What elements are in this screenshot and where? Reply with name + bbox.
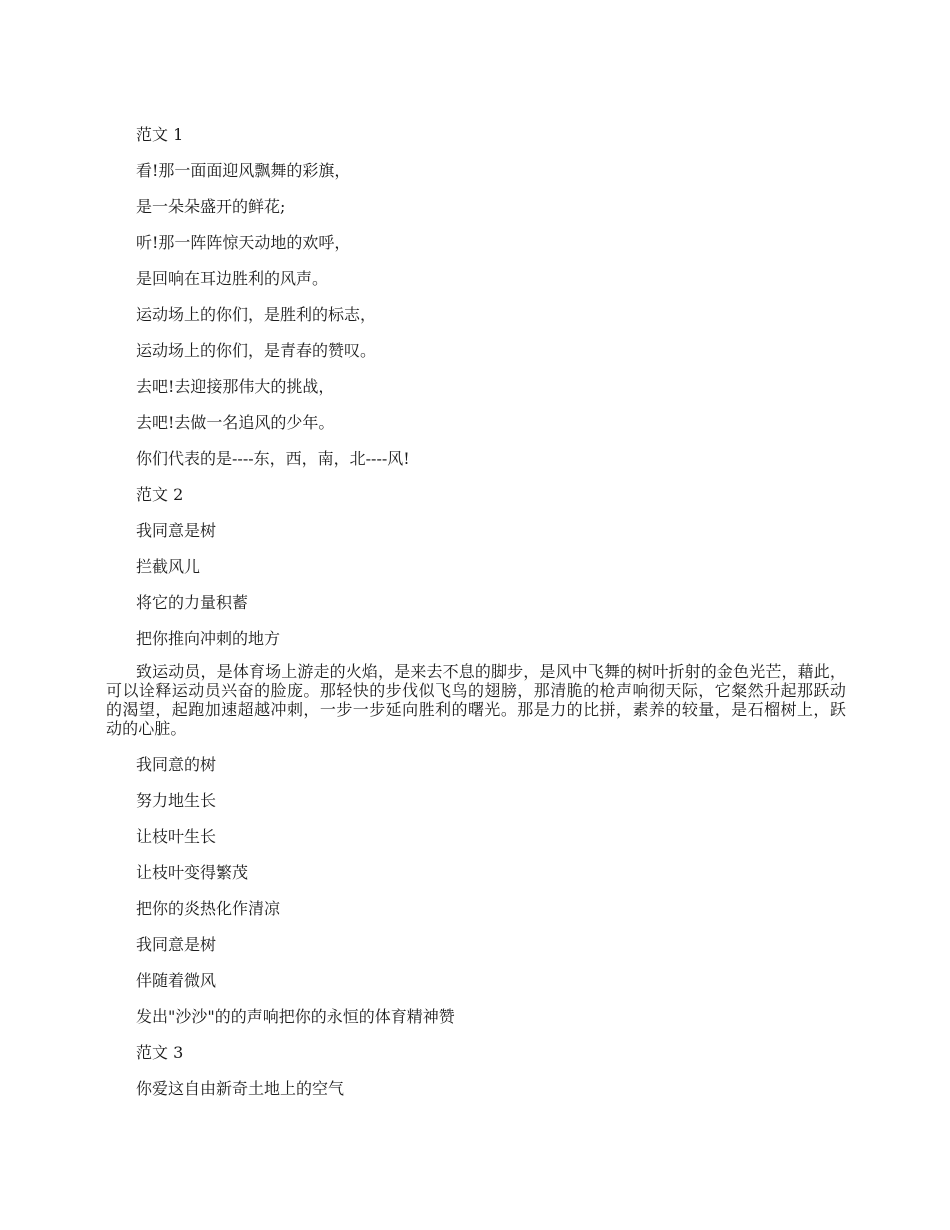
poem-line: 听!那一阵阵惊天动地的欢呼， xyxy=(136,233,351,252)
poem-line: 看!那一面面迎风飘舞的彩旗， xyxy=(136,161,351,180)
poem-line: 你爱这自由新奇土地上的空气 xyxy=(136,1079,345,1098)
poem-line: 让枝叶生长 xyxy=(136,827,217,846)
poem-line: 把你的炎热化作清凉 xyxy=(136,899,281,918)
section-heading: 范文 3 xyxy=(136,1043,184,1062)
poem-line: 我同意是树 xyxy=(136,521,217,540)
poem-line: 把你推向冲刺的地方 xyxy=(136,629,281,648)
poem-line: 去吧!去迎接那伟大的挑战， xyxy=(136,377,335,396)
poem-line: 将它的力量积蓄 xyxy=(136,593,249,612)
section-heading: 范文 1 xyxy=(136,125,184,144)
poem-line: 运动场上的你们，是青春的赞叹。 xyxy=(136,341,377,360)
poem-line: 拦截风儿 xyxy=(136,557,201,576)
document-body xyxy=(106,124,846,1114)
poem-line: 我同意的树 xyxy=(136,755,217,774)
prose-paragraph: 致运动员，是体育场上游走的火焰，是来去不息的脚步，是风中飞舞的树叶折射的金色光芒，藉此，可以诠释运动员兴奋的脸庞。那轻快的步伐似飞鸟的翅膀，那清脆的枪声响彻天际，它粲然升起那跃动的渴望，起跑加速超越冲刺，一步一步延向胜利的曙光。那是力的比拼，素养的较量，是石榴树上，跃动的心脏。 xyxy=(106,662,846,738)
poem-line: 是回响在耳边胜利的风声。 xyxy=(136,269,329,288)
section-heading: 范文 2 xyxy=(136,485,184,504)
poem-line: 你们代表的是----东，西，南，北----风! xyxy=(136,449,410,468)
poem-line: 让枝叶变得繁茂 xyxy=(136,863,249,882)
poem-line: 是一朵朵盛开的鲜花; xyxy=(136,197,286,216)
poem-line: 努力地生长 xyxy=(136,791,217,810)
poem-line: 伴随着微风 xyxy=(136,971,217,990)
poem-line: 运动场上的你们，是胜利的标志， xyxy=(136,305,377,324)
poem-line: 发出"沙沙"的的声响把你的永恒的体育精神赞 xyxy=(136,1007,455,1026)
poem-line: 我同意是树 xyxy=(136,935,217,954)
poem-line: 去吧!去做一名追风的少年。 xyxy=(136,413,335,432)
